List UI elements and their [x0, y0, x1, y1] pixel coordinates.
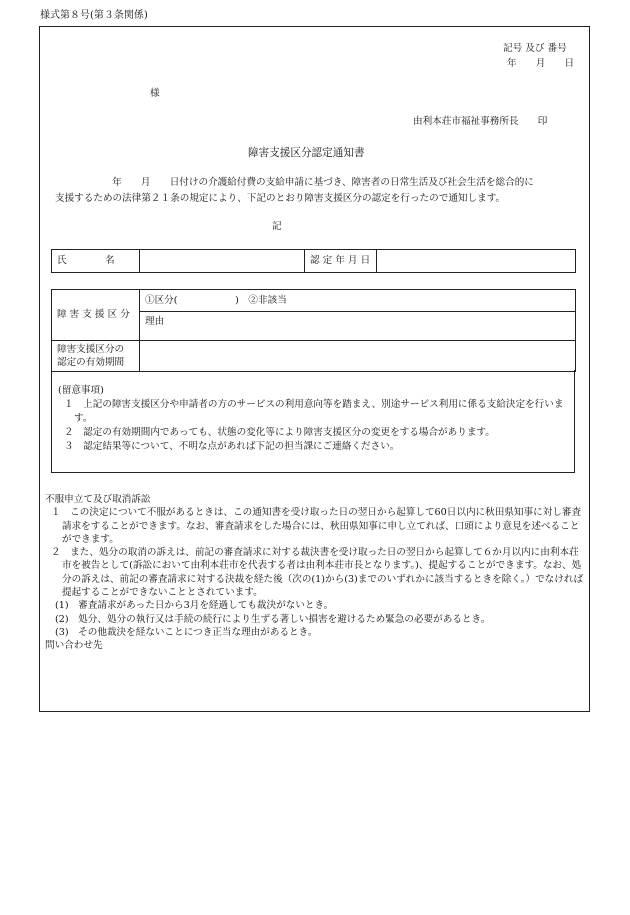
appeal-sub-2: (2) 処分、処分の執行又は手続の続行により生ずる著しい損害を避けるため緊急の必要があるとき。 — [55, 613, 491, 625]
note-item-1: １ 上記の障害支援区分や申請者の方のサービスの利用意向等を踏まえ、別途サービス利用に係る支給決定を行います。 — [64, 399, 564, 424]
addressee-suffix: 様 — [150, 88, 160, 99]
validity-label-line-2: 認定の有効期間 — [57, 357, 125, 368]
name-label: 氏 名 — [52, 250, 140, 273]
note-item-3: ３ 認定結果等について、不明な点があれば下記の担当課にご連絡ください。 — [64, 441, 400, 452]
validity-label — [52, 341, 140, 372]
appeal-heading: 不服申立て及び取消訴訟 — [45, 494, 151, 505]
notes-heading: (留意事項) — [58, 385, 104, 396]
issuer: 由利本荘市福祉事務所長 印 — [413, 116, 548, 127]
note-item-2: ２ 認定の有効期間内であっても、状態の変化等により障害支援区分の変更をする場合があります。 — [64, 427, 495, 438]
validity-field[interactable] — [140, 341, 576, 372]
name-field[interactable] — [140, 250, 305, 273]
number-label: 記号 及び 番号 — [503, 43, 567, 54]
intro-line-2: 支援するための法律第２１条の規定により、下記のとおり障害支援区分の認定を行ったので通知します。 — [55, 193, 506, 204]
ki-label: 記 — [272, 221, 282, 232]
notes-box — [51, 370, 575, 473]
cert-date-field[interactable] — [377, 250, 576, 273]
appeal-item-1: １ この決定について不服があるときは、この通知書を受け取った日の翌日から起算して60日以内に秋田県知事に対し審査請求をすることができます。なお、審査請求をした場合には、秋田県知事に申し立てれば、口頭により意見を述べることができます。 — [51, 507, 582, 545]
applicant-table — [51, 249, 576, 273]
contact-label: 問い合わせ先 — [45, 640, 103, 652]
intro-line-1: 年 月 日付けの介護給付費の支給申請に基づき、障害者の日常生活及び社会生活を総合的に — [45, 177, 534, 188]
cert-date-label: 認 定 年 月 日 — [305, 250, 377, 273]
form-label: 様式第８号(第３条関係) — [40, 10, 148, 21]
appeal-section — [45, 493, 587, 653]
category-options[interactable]: ①区分( ) ②非該当 — [140, 290, 576, 312]
appeal-sub-1: (1) 審査請求があった日から3月を経過しても裁決がないとき。 — [55, 600, 334, 612]
category-label: 障 害 支 援 区 分 — [52, 290, 140, 341]
notice-title: 障害支援区分認定通知書 — [248, 147, 365, 159]
validity-label-line-1: 障害支援区分の — [57, 344, 125, 355]
appeal-item-2: ２ また、処分の取消の訴えは、前記の審査請求に対する裁決書を受け取った日の翌日から起算して６か月以内に由利本荘市を被告として(訴訟において由利本荘市を代表する者は由利本荘市長となります。)、提起することができます。なお、処分の訴えは、前記の審査請求に対する決裁を経た後（次の(1)から(3)までのいずれかに該当するときを除く。）でなければ提起することができないこととされています。 — [51, 547, 584, 599]
reason-field[interactable]: 理由 — [140, 312, 576, 341]
appeal-sub-3: (3) その他裁決を経ないことにつき正当な理由があるとき。 — [55, 626, 318, 638]
date-label: 年 月 日 — [507, 58, 575, 69]
category-table — [51, 289, 576, 372]
